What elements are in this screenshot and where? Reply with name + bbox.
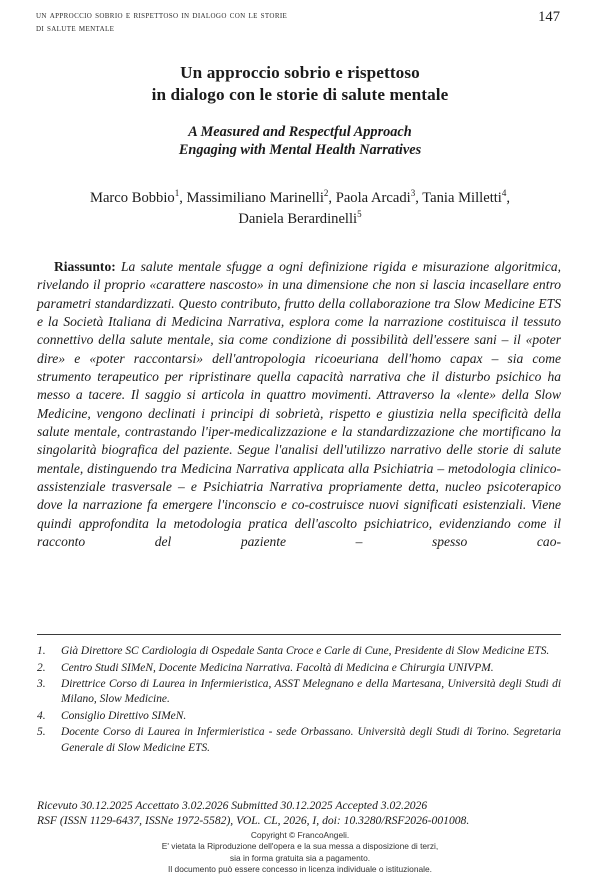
title-block xyxy=(48,62,552,159)
abstract-paragraph xyxy=(37,258,561,570)
footnote-text: Già Direttore SC Cardiologia di Ospedale Santa Croce e Carle di Cune, Presidente di Slow Medicine ETS. xyxy=(61,645,550,657)
footnote-number: 5. xyxy=(37,726,46,739)
author-affiliation-marker: 1 xyxy=(174,188,180,199)
running-header-title-line2: di salute mentale xyxy=(36,23,115,35)
footnote-item xyxy=(37,725,561,755)
author-affiliation-marker: 4 xyxy=(501,188,507,199)
copyright-notice xyxy=(0,830,600,876)
publication-info xyxy=(37,798,561,828)
copyright-line-2: E' vietata la Riproduzione dell'opera e la sua messa a disposizione di terzi, xyxy=(161,841,439,852)
author-affiliation-marker: 2 xyxy=(323,188,329,199)
abstract-body: La salute mentale sfugge a ogni definizione rigida e misurazione algoritmica, rivelando il proprio «carattere nascosto» in una dimensione che non si lascia incasellare entro parametri standardizzati. Questo contributo, frutto della collaborazione tra Slow Medicine ETS e la Società Italiana di Medicina Narrativa, esplora come la narrazione costituisca il tessuto connettivo della salute mentale, sia come condizione di possibilità dell'essere sani – il «poter dire» e «poter raccontarsi» dell'antropologia ricoeuriana dell'homo capax – sia come strumento terapeutico per ripristinare quella capacità narrativa che il disturbo psichico ha messo a tacere. Il saggio si articola in quattro movimenti. Attraverso la «lente» della Slow Medicine, vengono declinati i principi di sobrietà, rispetto e giustizia nella specificità della salute mentale, contrastando l'iper-medicalizzazione e la standardizzazione che mortificano la singolarità biografica del paziente. Segue l'analisi dell'utilizzo narrativo delle storie di salute mentale, distinguendo tra Medicina Narrativa applicata alla Psichiatria – metodologia clinico-assistenziale trasversale – e Psichiatria Narrativa propriamente detta, nucleo psicoterapico dove la narrazione fa emergere l'inconscio e co-costruisce nuovi significati esistenziali. Viene quindi approfondita la metodologia pratica dell'ascolto psichiatrico, evidenziando come il racconto del paziente – spesso cao- xyxy=(37,259,561,550)
footnote-text: Docente Corso di Laurea in Infermieristica - sede Orbassano. Università degli Studi di Torino. Segretaria Generale di Slow Medicine ETS. xyxy=(61,726,561,754)
copyright-line-4: Il documento può essere concesso in licenza individuale o istituzionale. xyxy=(168,864,432,875)
author-list xyxy=(40,188,560,230)
abstract-label: Riassunto: xyxy=(54,259,116,274)
copyright-line-3: sia in forma gratuita sia a pagamento. xyxy=(229,852,371,863)
footnote-text: Consiglio Direttivo SIMeN. xyxy=(61,709,187,722)
article-subtitle xyxy=(48,124,552,159)
author-separator: , Tania Milletti xyxy=(415,190,502,206)
footnote-item xyxy=(37,644,561,659)
article-title-line2: in dialogo con le storie di salute mentale xyxy=(151,85,449,104)
footnote-number: 4. xyxy=(37,709,46,722)
footnote-list xyxy=(37,644,561,757)
footnote-text: Centro Studi SIMeN, Docente Medicina Narrativa. Facoltà di Medicina e Chirurgia UNIVPM. xyxy=(61,661,494,674)
running-header-title xyxy=(36,9,287,35)
footnote-item xyxy=(37,661,561,676)
article-title-line1: Un approccio sobrio e rispettoso xyxy=(180,63,420,82)
footnote-number: 2. xyxy=(37,661,46,674)
copyright-line-1: Copyright © FrancoAngeli. xyxy=(250,830,350,840)
running-header-title-line1: un approccio sobrio e rispettoso in dialogo con le storie xyxy=(36,10,288,21)
author-affiliation-marker: 5 xyxy=(357,209,362,220)
footnote-separator-rule xyxy=(37,634,561,635)
article-title xyxy=(48,62,552,106)
author-separator: , xyxy=(506,190,511,206)
article-subtitle-line1: A Measured and Respectful Approach xyxy=(188,124,412,140)
article-subtitle-line2: Engaging with Mental Health Narratives xyxy=(178,141,422,158)
page-number: 147 xyxy=(538,9,560,25)
running-header xyxy=(36,9,560,35)
footnote-item xyxy=(37,709,561,724)
author-name: Marco Bobbio xyxy=(89,190,175,206)
footnote-item xyxy=(37,677,561,707)
abstract xyxy=(37,258,561,570)
author-separator: , Paola Arcadi xyxy=(328,190,411,206)
submission-dates: Ricevuto 30.12.2025 Accettato 3.02.2026 Submitted 30.12.2025 Accepted 3.02.2026 xyxy=(37,799,428,812)
author-affiliation-marker: 3 xyxy=(410,188,416,199)
footnote-text: Direttrice Corso di Laurea in Infermieristica, ASST Melegnano e della Martesana, Università degli Studi di Milano, Slow Medicine. xyxy=(61,678,561,706)
footnote-number: 3. xyxy=(37,678,46,691)
footnote-number: 1. xyxy=(37,645,46,657)
journal-citation: RSF (ISSN 1129-6437, ISSNe 1972-5582), VOL. CL, 2026, I, doi: 10.3280/RSF2026-001008. xyxy=(37,814,470,828)
author-separator: , Massimiliano Marinelli xyxy=(179,190,324,206)
author-name: Daniela Berardinelli xyxy=(238,211,358,227)
